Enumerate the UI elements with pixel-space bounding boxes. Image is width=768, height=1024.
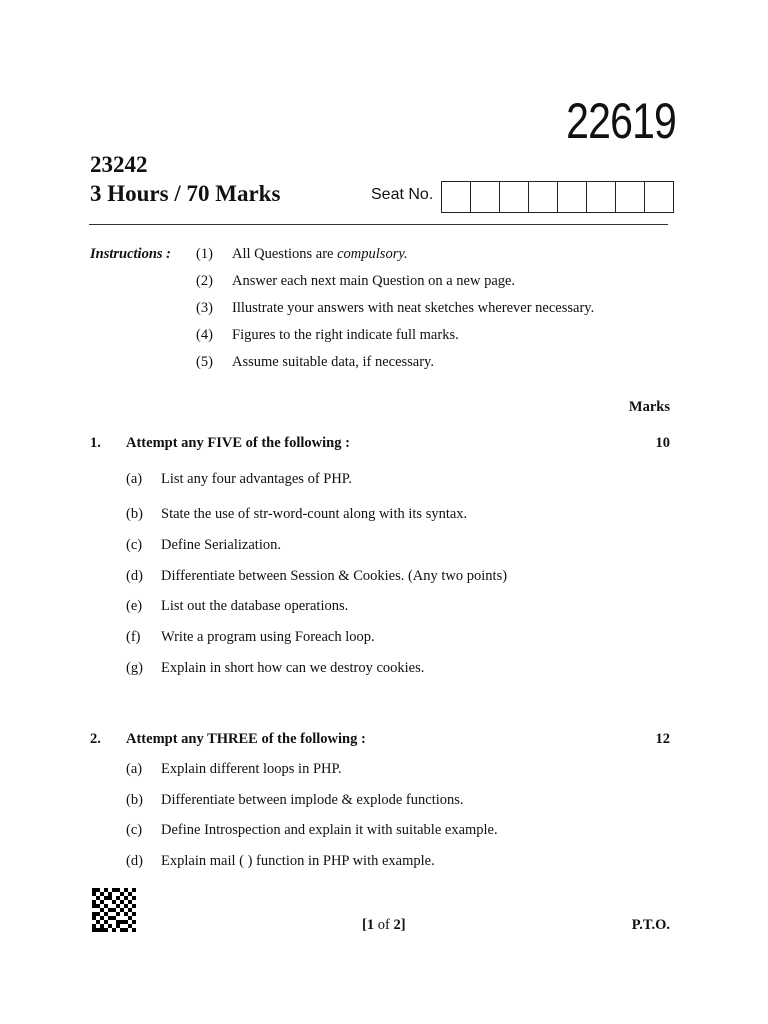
marks-column-heading: Marks (628, 399, 670, 415)
instruction-item (196, 300, 594, 317)
sub-question-label: (d) (126, 853, 143, 869)
sub-question (126, 537, 281, 554)
seat-box[interactable] (616, 182, 645, 212)
seat-box[interactable] (529, 182, 558, 212)
sub-question-text: Explain mail ( ) function in PHP with example. (161, 853, 435, 869)
please-turn-over: P.T.O. (631, 917, 670, 933)
question-title: Attempt any FIVE of the following : (126, 435, 350, 451)
sub-question (126, 761, 342, 778)
sub-question-label: (a) (126, 471, 143, 487)
seat-box[interactable] (645, 182, 673, 212)
sub-question-text: Differentiate between Session & Cookies. (Any two points) (161, 568, 508, 584)
sub-question-text: Define Serialization. (161, 537, 281, 553)
seat-box[interactable] (442, 182, 471, 212)
instruction-item (196, 246, 408, 263)
instruction-text: Assume suitable data, if necessary. (232, 354, 434, 370)
sub-question (126, 629, 375, 646)
sub-question (126, 598, 348, 615)
seat-box[interactable] (558, 182, 587, 212)
sub-question-text: Explain different loops in PHP. (161, 761, 342, 777)
sub-question-label: (c) (126, 822, 143, 838)
sub-question-label: (f) (126, 629, 141, 645)
sub-question (126, 822, 498, 839)
question-number: 2. (90, 731, 101, 747)
sub-question (126, 853, 435, 870)
sub-question (126, 471, 352, 488)
instruction-item (196, 273, 515, 290)
sub-question-text: Differentiate between implode & explode functions. (161, 792, 464, 808)
sub-question-text: List any four advantages of PHP. (161, 471, 352, 487)
sub-question-label: (g) (126, 660, 143, 676)
instructions-label: Instructions : (90, 246, 171, 262)
instruction-text: Figures to the right indicate full marks. (232, 327, 459, 343)
sub-question (126, 660, 424, 677)
sub-question-text: State the use of str-word-count along with its syntax. (161, 506, 468, 522)
page-bracket-open: [ (362, 917, 367, 933)
instruction-emphasis: compulsory. (337, 246, 408, 262)
sub-question-label: (e) (126, 598, 143, 614)
instruction-item (196, 327, 459, 344)
sub-question-text: Explain in short how can we destroy cookies. (161, 660, 425, 676)
sub-question-label: (b) (126, 506, 143, 522)
instruction-number: (1) (196, 246, 213, 262)
question-marks: 10 (655, 435, 670, 451)
sub-question (126, 506, 467, 523)
instruction-number: (2) (196, 273, 213, 289)
sub-question-label: (b) (126, 792, 143, 808)
seat-box[interactable] (587, 182, 616, 212)
instruction-text: Answer each next main Question on a new page. (232, 273, 516, 289)
exam-code: 23242 (90, 152, 148, 177)
exam-duration-marks: 3 Hours / 70 Marks (90, 181, 281, 206)
sub-question (126, 568, 507, 585)
sub-question-text: Define Introspection and explain it with suitable example. (161, 822, 498, 838)
seat-number-label: Seat No. (371, 186, 434, 203)
header-divider (89, 224, 668, 225)
paper-code: 22619 (566, 93, 676, 149)
question-title: Attempt any THREE of the following : (126, 731, 366, 747)
seat-box[interactable] (500, 182, 529, 212)
qr-code-icon (92, 888, 136, 932)
sub-question-label: (a) (126, 761, 143, 777)
instruction-text: All Questions are (232, 246, 338, 262)
seat-box[interactable] (471, 182, 500, 212)
question-marks: 12 (655, 731, 670, 747)
question-number: 1. (90, 435, 101, 451)
page-indicator (362, 917, 406, 934)
page-current: 1 (366, 917, 375, 933)
instruction-text: Illustrate your answers with neat sketches wherever necessary. (232, 300, 595, 316)
page-bracket-close: ] (400, 917, 406, 933)
instruction-number: (5) (196, 354, 213, 370)
seat-number-boxes[interactable] (441, 181, 674, 213)
sub-question-text: List out the database operations. (161, 598, 349, 614)
sub-question-label: (d) (126, 568, 143, 584)
instruction-number: (3) (196, 300, 213, 316)
instruction-item (196, 354, 434, 371)
sub-question-label: (c) (126, 537, 143, 553)
page-of: of (374, 917, 394, 933)
sub-question-text: Write a program using Foreach loop. (161, 629, 375, 645)
page-total: 2 (393, 917, 401, 933)
sub-question (126, 792, 464, 809)
instruction-number: (4) (196, 327, 213, 343)
